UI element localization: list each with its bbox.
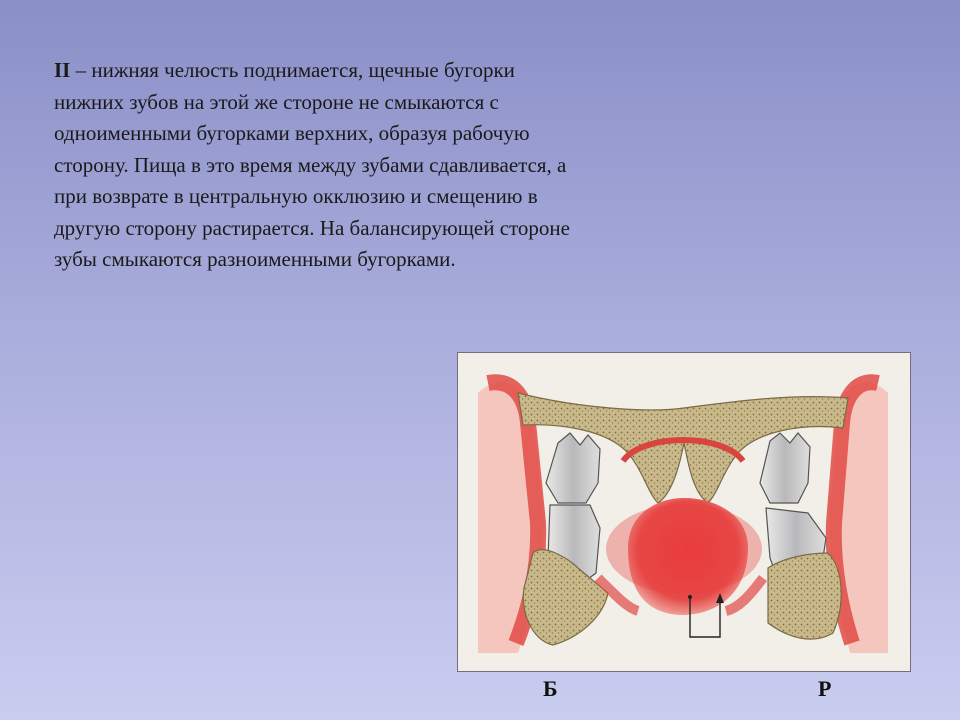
jaw-occlusion-diagram [457, 352, 911, 672]
section-numeral: II [54, 58, 71, 82]
description-text [54, 55, 574, 276]
label-working-side: Р [818, 676, 832, 701]
label-balancing-side: Б [543, 676, 558, 701]
description-body: – нижняя челюсть поднимается, щечные бугорки нижних зубов на этой же стороне не смыкаются с одноименными бугорками верхних, образуя рабочую сторону. Пища в это время между зубами сдавливается, а при возврате в центральную окклюзию и смещению в другую сторону растирается. На балансирующей стороне зубы смыкаются разноименными бугорками. [54, 58, 570, 271]
diagram-illustration [458, 353, 910, 671]
